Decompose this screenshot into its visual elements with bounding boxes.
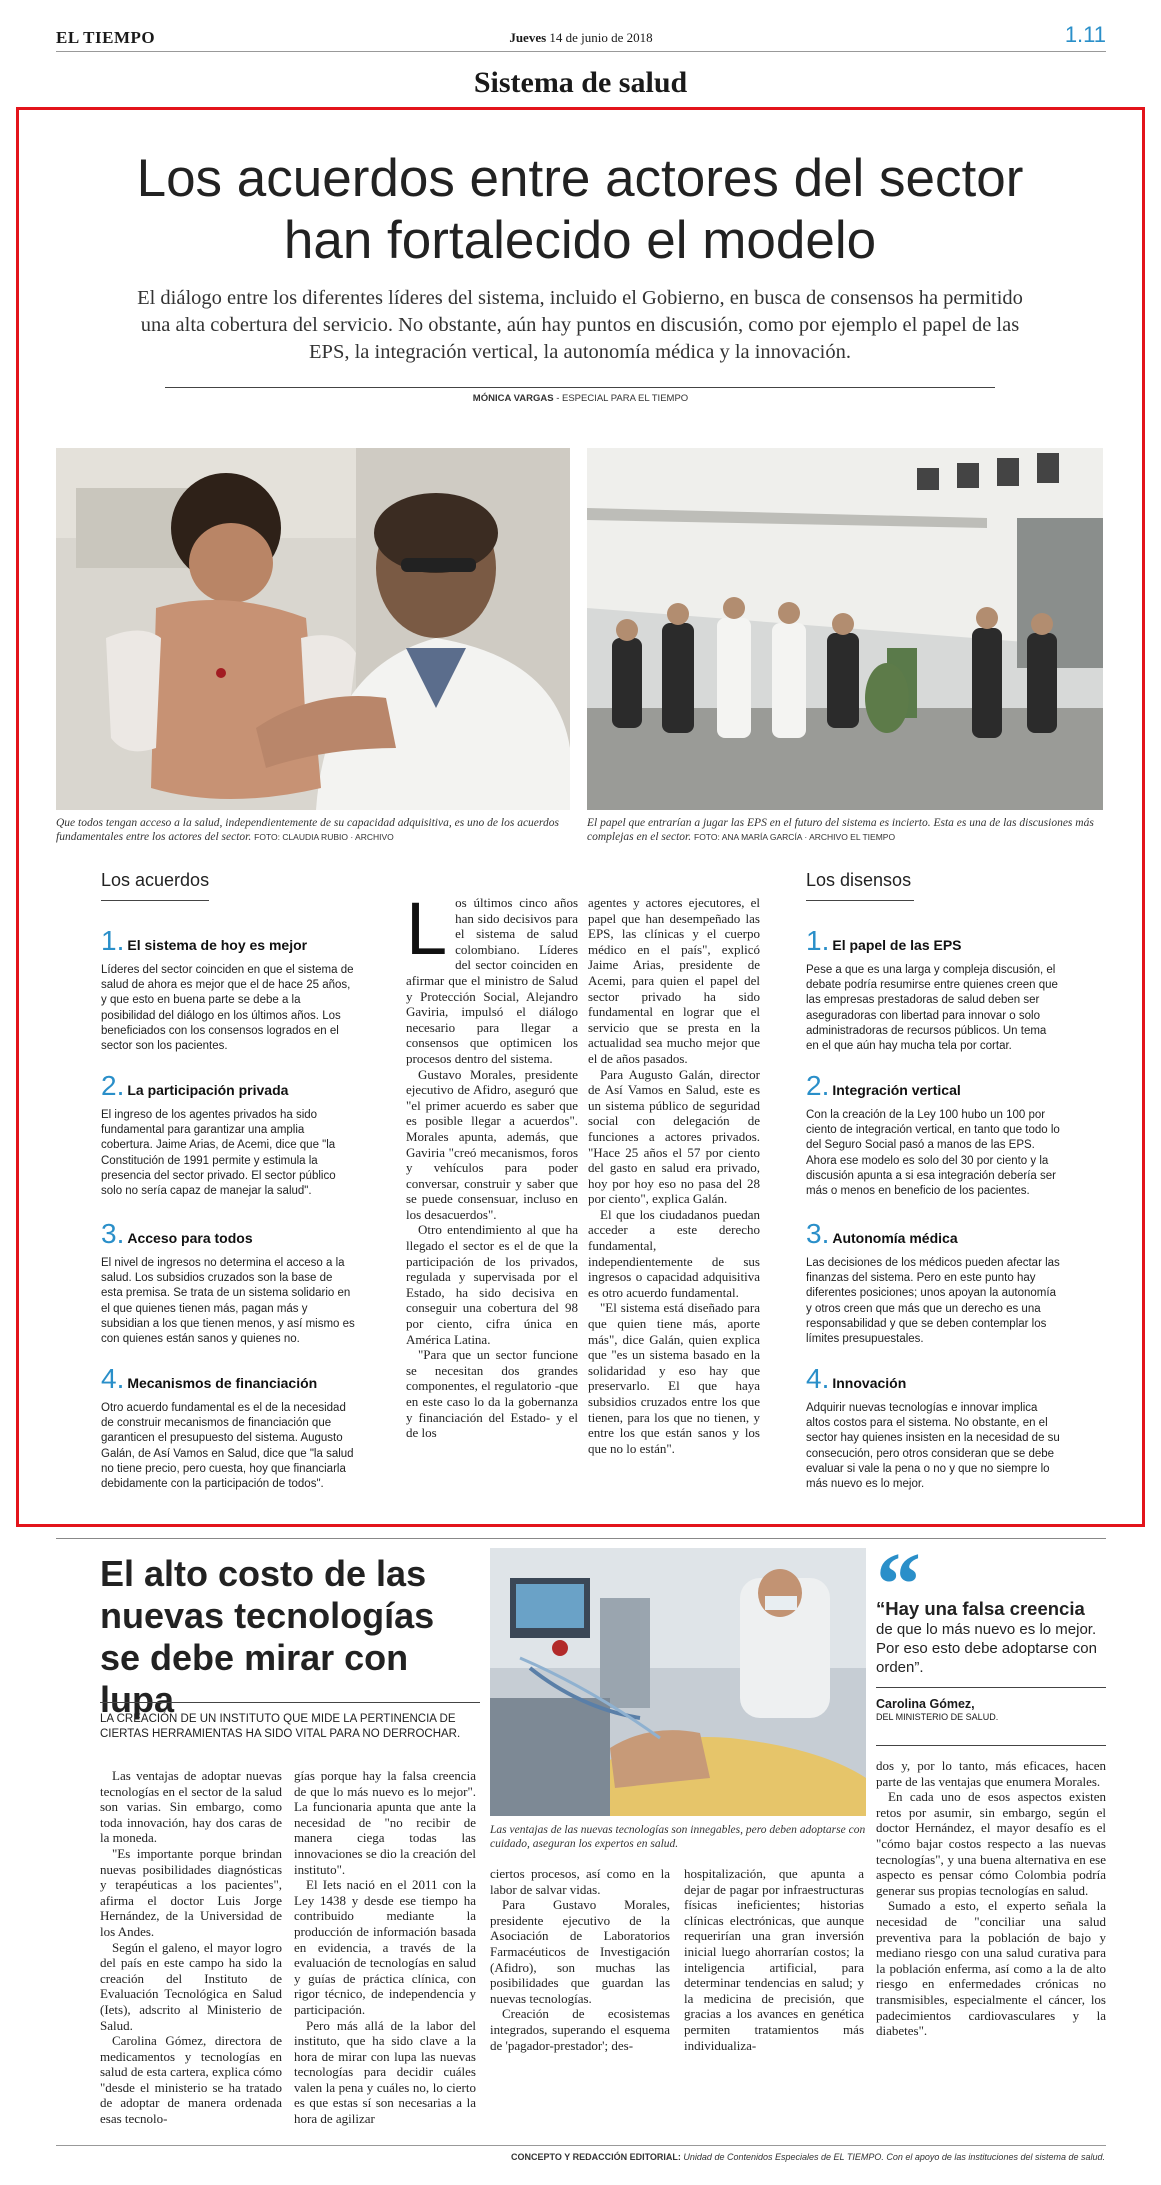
footer-label: CONCEPTO Y REDACCIÓN EDITORIAL: <box>511 2152 681 2162</box>
paragraph: El Iets nació en el 2011 con la Ley 1438 y desde ese tiempo ha contribuido mediante la producción de información basada en evidencia, a través de la evaluación de tecnologías en salud y guías de práctica clínica, con rigor técnico, de independencia y participación. <box>294 1877 476 2017</box>
date: 14 de junio de 2018 <box>549 30 653 45</box>
item-number: 2. <box>806 1070 830 1101</box>
paragraph: En cada uno de esos aspectos existen retos por asumir, sin embargo, según el doctor Hernández, el mayor desafío es el "cómo bajar costos respecto a las nuevas tecnologías", y una buena alternativa en ese aspecto es pensar cómo Colombia podría generar sus propias tecnologías en salud. <box>876 1789 1106 1898</box>
paragraph: "Para que un sector funcione se necesitan dos grandes componentes, el regulatorio -que en este caso lo da la gobernanza y financiación del Estado- y el de los <box>406 1347 578 1441</box>
photo-doctor-child-image <box>56 448 570 810</box>
paragraph: El que los ciudadanos puedan acceder a este derecho fundamental, independientemente de sus ingresos o capacidad adquisitiva es otro acuerdo fundamental. <box>588 1206 760 1300</box>
photo-left-caption-text: Que todos tengan acceso a la salud, independientemente de su capacidad adquisitiva, es uno de los acuerdos fundamentales entre los actores del sector. <box>56 817 559 843</box>
paragraph: Pero más allá de la labor del instituto, que ha sido clave a la hora de mirar con lupa las nuevas tecnologías para decidir cuáles valen la pena y cuáles no, lo cierto es que estas sí son necesarias a la hora de agilizar <box>294 2017 476 2127</box>
item-text: El nivel de ingresos no determina el acceso a la salud. Los subsidios cruzados son la base de esta premisa. Se trata de un sistema solidario en el que quienes tienen más, pagan más y subsidian a los que tienen menos, y así mismo es con quienes están sanos y quienes no. <box>101 1257 355 1346</box>
item-number: 1. <box>806 925 830 956</box>
byline-name: MÓNICA VARGAS <box>472 393 554 404</box>
acuerdos-heading: Los acuerdos <box>101 870 210 890</box>
paragraph: Las ventajas de adoptar nuevas tecnologías en el sector de la salud son varias. Sin embargo, como toda innovación, hay dos caras de la moneda. <box>100 1768 282 1846</box>
paragraph: hospitalización, que apunta a dejar de pagar por infraestructuras físicas ineficientes; historias clínicas electrónicas, que aunque requerirían una gran inversión inicial luego ahorrarían costos; la inteligencia artificial, para determinar tendencias en salud; y la medicina de precisión, que gracias a los avances en genética permiten tratamientos más individualiza- <box>684 1866 864 2053</box>
item-number: 3. <box>806 1218 830 1249</box>
paragraph: Para Augusto Galán, director de Así Vamos en Salud, este es un sistema público de seguridad social con delegación de funciones a actores privados. "Hace 25 años el 57 por ciento del gasto en salud era privado, hoy por hoy eso no pasa del 28 por ciento", explica Galán. <box>588 1066 760 1207</box>
disenso-item <box>806 925 1061 1054</box>
divider <box>806 900 914 901</box>
secondary-column-1 <box>100 1768 282 2127</box>
secondary-photo-caption-text: Las ventajas de las nuevas tecnologías son innegables, pero deben adoptarse con cuidado, aseguran los expertos en salud. <box>490 1824 866 1850</box>
item-title: Integración vertical <box>832 1082 961 1098</box>
item-text: El ingreso de los agentes privados ha sido fundamental para garantizar una amplia cobertura. Jaime Arias, de Acemi, dice que "la Constitución de 1991 permite y estimula la presencia del sector privado. El sector público solo no sería capaz de manejar la salud". <box>101 1109 336 1198</box>
photo-hospital-equipment-image <box>490 1548 866 1816</box>
dropcap: L <box>406 887 448 970</box>
secondary-photo-caption <box>490 1823 866 1851</box>
paragraph: "El sistema está diseñado para que quien tiene más, aporte más", dice Galán, quien explica que "es un sistema basado en la solidaridad y eso hay que preservarlo. El que haya subsidios cruzados entre los que tienen, para los que no tienen, y entre los que están sanos y los que no lo están". <box>588 1300 760 1456</box>
paragraph: Otro entendimiento al que ha llegado el sector es el de que la participación de los privados, regulada y supervisada por el Estado, ha sido decisiva en conseguir una cobertura del 98 por ciento, cifra única en América Latina. <box>406 1222 578 1347</box>
paragraph: Para Gustavo Morales, presidente ejecutivo de la Asociación de Laboratorios Farmacéuticos de Investigación (Afidro), son muchas las posibilidades que guardan las nuevas tecnologías. <box>490 1897 670 2006</box>
photo-left-caption <box>56 816 570 844</box>
paragraph: dos y, por lo tanto, más eficaces, hacen parte de las ventajas que enumera Morales. <box>876 1758 1106 1789</box>
disenso-item <box>806 1218 1061 1347</box>
dateline <box>56 30 1106 46</box>
paragraph: Según el galeno, el mayor logro del país en este campo ha sido la creación del Instituto de Evaluación Tecnológica en Salud (Iets), adscrito al Ministerio de Salud. <box>100 1939 282 2033</box>
quote-mark-icon: “ <box>876 1535 921 1634</box>
body-column-2 <box>588 895 760 1456</box>
page-number: 1.11 <box>1064 22 1106 47</box>
item-title: Mecanismos de financiación <box>127 1375 318 1391</box>
item-number: 2. <box>101 1070 125 1101</box>
divider <box>56 1538 1106 1539</box>
item-title: El sistema de hoy es mejor <box>127 937 308 953</box>
disenso-item <box>806 1070 1061 1199</box>
main-headline: Los acuerdos entre actores del sector han fortalecido el modelo <box>136 149 1024 270</box>
footer-credit <box>511 2152 1105 2162</box>
paragraph: Sumado a esto, el experto señala la necesidad de "conciliar una salud preventiva para la población de bajo y mediano riesgo con una salud curativa para la población enferma, así como a la de alto riesgo en enfermedades crónicas no transmisibles, especialmente el cáncer, los padecimientos cardiovasculares y la diabetes". <box>876 1898 1106 2039</box>
pull-quote-rest: de que lo más nuevo es lo mejor. Por eso esto debe adoptarse con orden”. <box>876 1621 1097 1676</box>
paragraph: Carolina Gómez, directora de medicamentos y tecnologías en salud de esta cartera, explica cómo "desde el ministerio se ha tratado de adoptar de manera ordenada esas tecnolo- <box>100 2033 282 2127</box>
secondary-column-3 <box>490 1866 670 2053</box>
divider <box>100 1702 480 1703</box>
item-text: Con la creación de la Ley 100 hubo un 100 por ciento de integración vertical, en tanto que todo lo del Seguro Social pasó a manos de las EPS. Ahora ese modelo es solo del 30 por ciento y la discusión apunta a si esa integración debería ser más o menos en beneficio de los pacientes. <box>806 1109 1060 1198</box>
item-title: El papel de las EPS <box>832 937 962 953</box>
photo-right-credit: FOTO: ANA MARÍA GARCÍA · ARCHIVO EL TIEMPO <box>694 832 896 842</box>
body-column-1 <box>406 887 578 1441</box>
item-title: Autonomía médica <box>832 1230 958 1246</box>
photo-left-credit: FOTO: CLAUDIA RUBIO · ARCHIVO <box>254 832 394 842</box>
divider <box>101 900 209 901</box>
item-title: Innovación <box>832 1375 907 1391</box>
acuerdo-item <box>101 1363 356 1492</box>
masthead <box>56 22 1106 52</box>
item-title: La participación privada <box>127 1082 289 1098</box>
divider <box>56 2145 1106 2146</box>
quote-author: Carolina Gómez, <box>876 1697 975 1711</box>
disensos-heading: Los disensos <box>806 870 912 890</box>
secondary-kicker: LA CREACIÓN DE UN INSTITUTO QUE MIDE LA PERTINENCIA DE CIERTAS HERRAMIENTAS HA SIDO VITAL PARA NO DERROCHAR. <box>100 1713 461 1740</box>
divider <box>165 387 995 388</box>
quote-author-role: DEL MINISTERIO DE SALUD. <box>876 1712 999 1722</box>
secondary-column-4 <box>684 1866 864 2053</box>
item-text: Pese a que es una larga y compleja discusión, el debate podría resumirse entre quienes creen que las empresas prestadoras de salud deben ser aseguradoras con libertad para innovar o solo administradoras de recursos públicos. Un tema en el que aún hay mucha tela por cortar. <box>806 964 1058 1053</box>
byline-role: - ESPECIAL PARA EL TIEMPO <box>556 393 689 404</box>
paragraph: Creación de ecosistemas integrados, superando el esquema de 'pagador-prestador'; des- <box>490 2006 670 2053</box>
paragraph: agentes y actores ejecutores, el papel que han desempeñado las EPS, las clínicas y el cuerpo médico en el país", explicó Jaime Arias, presidente de Acemi, para quien el papel del sector privado ha sido fundamental en lograr que el servicio que se presta en la actualidad sea mucho mejor que el de años pasados. <box>588 895 760 1066</box>
item-text: Líderes del sector coinciden en que el sistema de salud de ahora es mejor que el de hace 25 años, y que esto en buena parte se debe a la posibilidad del diálogo en los últimos años. Los beneficiados con los consensos logrados en el sector son los pacientes. <box>101 964 354 1053</box>
photo-right-caption-text: El papel que entrarían a jugar las EPS en el futuro del sistema es incierto. Esta es una de las discusiones más complejas en el sector. <box>587 817 1094 843</box>
photo-hospital-equipment <box>490 1548 866 1816</box>
pull-quote-lead: “Hay una falsa creencia <box>876 1598 1085 1619</box>
byline <box>0 393 1161 404</box>
main-lede: El diálogo entre los diferentes líderes del sistema, incluido el Gobierno, en busca de consensos ha permitido una alta cobertura del servicio. No obstante, aún hay puntos en discusión, como por ejemplo el papel de las EPS, la integración vertical, la autonomía médica y la innovación. <box>137 287 1023 363</box>
item-text: Adquirir nuevas tecnologías e innovar implica altos costos para el sistema. No obstante, en el sector hay quienes insisten en la necesidad de su consecución, pero otros consideran que se debe evaluar si vale la pena o no y que no siempre lo más nuevo es lo mejor. <box>806 1402 1060 1491</box>
section-title: Sistema de salud <box>473 66 688 99</box>
item-number: 3. <box>101 1218 125 1249</box>
item-title: Acceso para todos <box>127 1230 253 1246</box>
paragraph: gías porque hay la falsa creencia de que lo más nuevo es lo mejor". La funcionaria apunta que ante la necesidad de "no recibir de manera ciega todas las innovaciones se dio la creación del instituto". <box>294 1768 476 1877</box>
paragraph: Gustavo Morales, presidente ejecutivo de Afidro, aseguró que "el primer acuerdo es saber que es posible llegar a acuerdos". Morales apunta, además, que Gaviria "creó mecanismos, foros y vehículos para poder conversar, construir y saber que se puede consensuar, incluso en los desacuerdos". <box>406 1066 578 1222</box>
newspaper-logo: EL TIEMPO <box>56 28 156 47</box>
acuerdo-item <box>101 925 356 1054</box>
acuerdo-item <box>101 1218 356 1347</box>
secondary-column-2 <box>294 1768 476 2127</box>
divider <box>876 1687 1106 1688</box>
footer-text: Unidad de Contenidos Especiales de EL TIEMPO. Con el apoyo de las instituciones del sistema de salud. <box>683 2152 1105 2162</box>
photo-building-people-image <box>587 448 1103 810</box>
secondary-headline: El alto costo de las nuevas tecnologías se debe mirar con lupa <box>100 1553 435 1720</box>
acuerdo-item <box>101 1070 356 1199</box>
weekday: Jueves <box>509 30 547 45</box>
photo-doctor-child <box>56 448 570 810</box>
item-text: Las decisiones de los médicos pueden afectar las finanzas del sistema. Pero en este punto hay diferentes posiciones; unos apoyan la autonomía y otros creen que más que un derecho es una responsabilidad y que se deben contemplar los límites presupuestales. <box>806 1257 1060 1346</box>
divider <box>876 1745 1106 1746</box>
paragraph: "Es importante porque brindan nuevas posibilidades diagnósticas y terapéuticas a los pacientes", afirma el doctor Luis Jorge Hernández, de la Universidad de los Andes. <box>100 1845 282 1939</box>
item-number: 4. <box>806 1363 830 1394</box>
paragraph: os últimos cinco años han sido decisivos para el sistema de salud colombiano. Líderes del sector coinciden en afirmar que el ministro de Salud y Protección Social, Alejandro Gaviria, impulsó el diálogo necesario para llegar a consensos que optimicen los procesos dentro del sistema. <box>406 895 578 1066</box>
item-number: 1. <box>101 925 125 956</box>
item-text: Otro acuerdo fundamental es el de la necesidad de construir mecanismos de financiación que garanticen el presupuesto del sistema. Augusto Galán, de Así Vamos en Salud, dice que "la salud no tiene precio, pero cuesta, hoy que financiarla debidamente con la participación de todos". <box>101 1402 354 1491</box>
photo-building-people <box>587 448 1103 810</box>
secondary-column-5 <box>876 1758 1106 2039</box>
item-number: 4. <box>101 1363 125 1394</box>
disenso-item <box>806 1363 1061 1492</box>
paragraph: ciertos procesos, así como en la labor de salvar vidas. <box>490 1866 670 1897</box>
pull-quote <box>876 1598 1106 1677</box>
photo-right-caption <box>587 816 1103 844</box>
